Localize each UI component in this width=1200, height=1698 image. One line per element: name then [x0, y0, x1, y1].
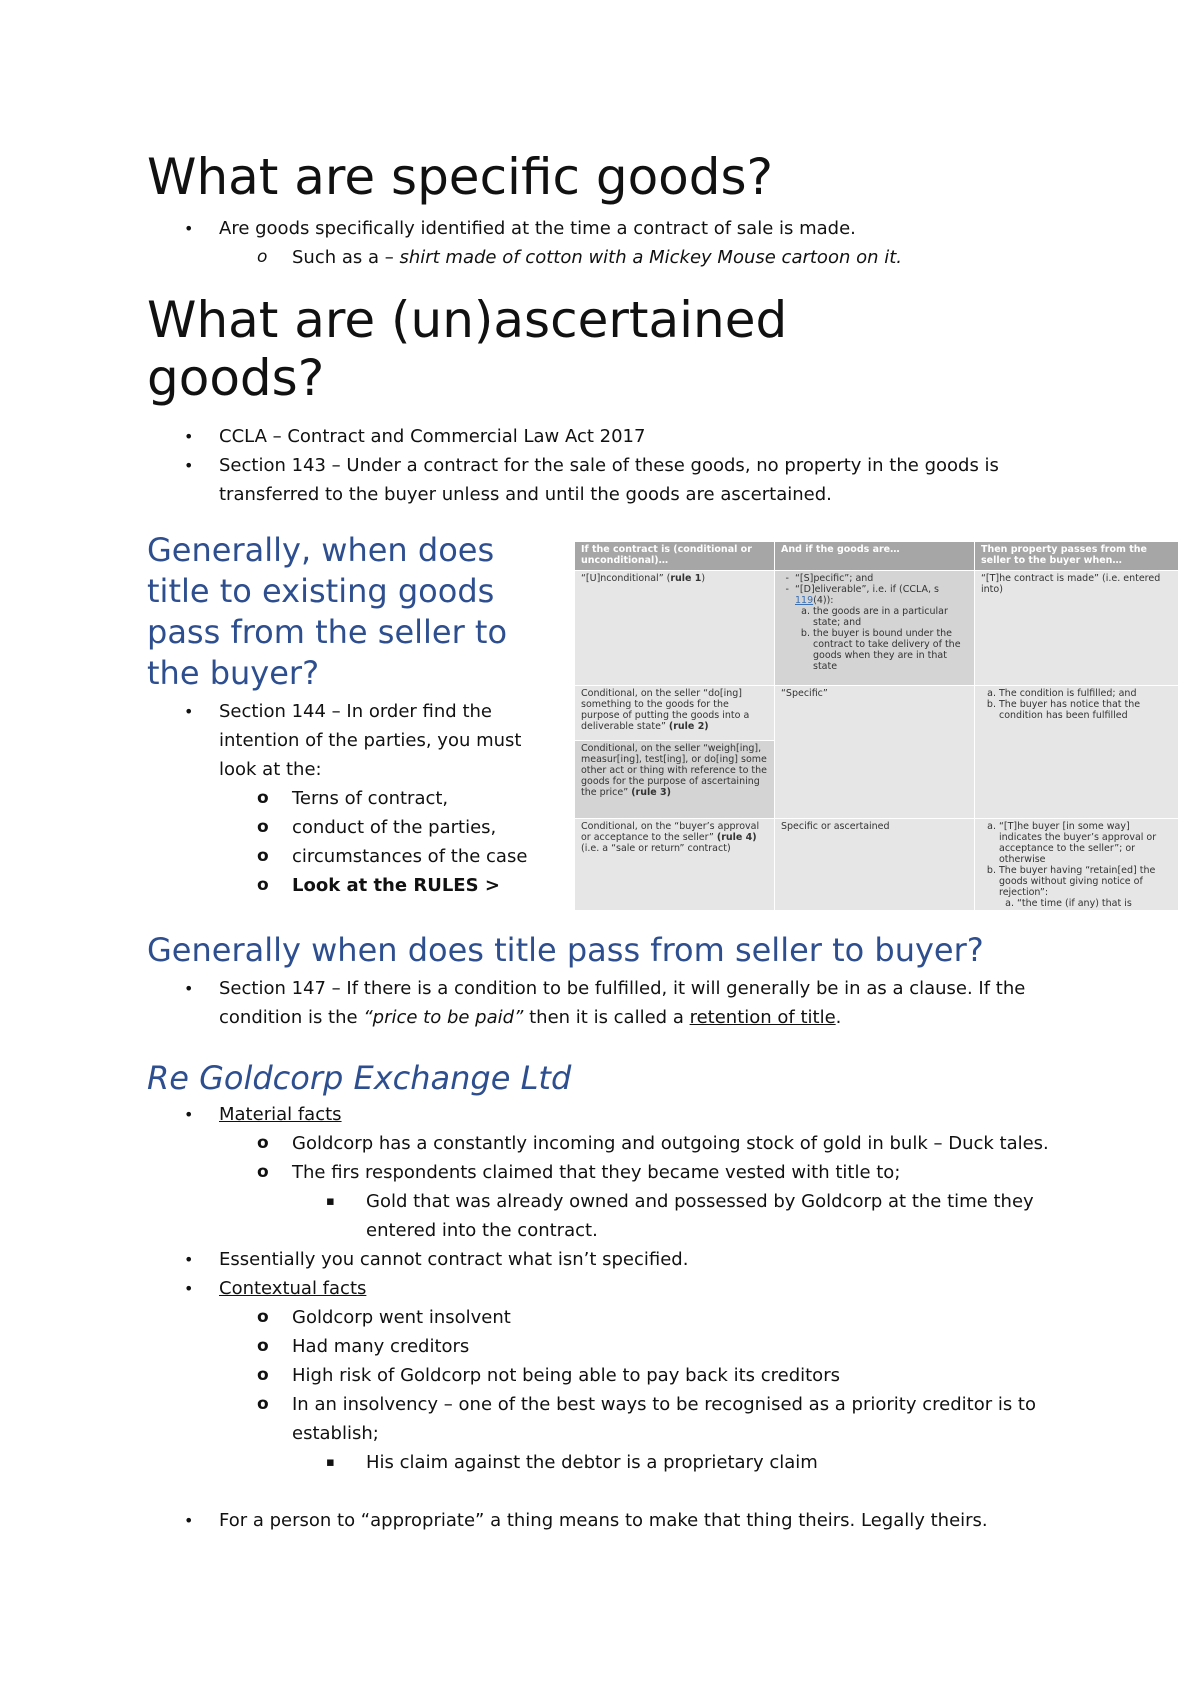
circle-bullet-icon: o: [257, 875, 269, 895]
heading-existing-goods-line2: title to existing goods: [147, 572, 495, 610]
circle-bullet-icon: o: [257, 247, 268, 267]
table-header-property: Then property passes from the seller to the buyer when…: [975, 542, 1179, 571]
section-specific-goods: [147, 148, 773, 206]
list-item: • For a person to “appropriate” a thing means to make that thing theirs. Legally theirs.: [147, 1506, 1067, 1535]
list-item: o In an insolvency – one of the best ways to be recognised as a priority creditor is to establish;: [147, 1390, 1067, 1448]
list-item: • Section 143 – Under a contract for the sale of these goods, no property in the goods is transferred to the buyer unless and until the goods are ascertained.: [147, 451, 1067, 509]
list-item: o Goldcorp has a constantly incoming and outgoing stock of gold in bulk – Duck tales.: [147, 1129, 1067, 1158]
table-cell: Conditional, on the seller “weigh[ing], measur[ing], test[ing], or do[ing] some other act or thing with reference to the goods for the purpose of ascertaining the price” (rule 3): [575, 741, 775, 819]
list-item: o conduct of the parties,: [147, 813, 567, 842]
section-title-pass: [147, 930, 984, 971]
table-cell: Conditional, on the seller “do[ing] something to the goods for the purpose of putting the goods into a deliverable state” (rule 2): [575, 686, 775, 741]
list-item: o The firs respondents claimed that they became vested with title to;: [147, 1158, 1067, 1187]
heading-ascertained-line2: goods?: [147, 349, 325, 407]
section-ascertained-goods: [147, 291, 787, 407]
section-119-link: 119: [795, 595, 814, 606]
section-title-existing-goods: [147, 530, 567, 694]
specific-goods-list: [147, 214, 1067, 272]
circle-bullet-icon: o: [257, 846, 269, 866]
table-cell: a. The condition is fulfilled; and b. The buyer has notice that the condition has been fulfilled: [975, 686, 1179, 819]
list-item: o Goldcorp went insolvent: [147, 1303, 1067, 1332]
table-row: [575, 571, 1179, 686]
table-row: [575, 686, 1179, 741]
table-cell: - “[S]pecific”; and - “[D]eliverable”, i.e. if (CCLA, s 119(4)): a. the goods are in a particular state; and b. the buyer is bound under the contract to take delivery of the goods when they are in that state: [775, 571, 975, 686]
circle-bullet-icon: o: [257, 1307, 269, 1327]
table-row: [575, 819, 1179, 911]
table-header-goods: And if the goods are…: [775, 542, 975, 571]
circle-bullet-icon: o: [257, 817, 269, 837]
heading-ascertained-line1: What are (un)ascertained: [147, 291, 788, 349]
circle-bullet-icon: o: [257, 1162, 269, 1182]
bullet-icon: •: [184, 1511, 194, 1530]
rules-link: Look at the RULES >: [292, 875, 500, 896]
goldcorp-list: [147, 1100, 1067, 1535]
heading-existing-goods-line3: pass from the seller to: [147, 613, 508, 651]
title-pass-list: [147, 974, 1067, 1032]
bullet-icon: •: [184, 1279, 194, 1298]
bullet-icon: •: [184, 1250, 194, 1269]
table-cell: a. “[T]he buyer [in some way] indicates the buyer’s approval or acceptance to the seller”; or otherwise b. The buyer having “retain[ed] the goods without giving notice of rejection”: a. “the time (if any) that is: [975, 819, 1179, 911]
section-goldcorp: [147, 1058, 571, 1099]
bullet-icon: •: [184, 219, 194, 238]
list-item: • Section 144 – In order find the intention of the parties, you must look at the:: [147, 697, 567, 784]
rules-table: [574, 541, 1179, 911]
table-cell: “Specific”: [775, 686, 975, 819]
square-bullet-icon: ▪: [326, 1194, 335, 1209]
list-item: [147, 871, 567, 900]
square-bullet-icon: ▪: [326, 1455, 335, 1470]
list-item: • Material facts: [147, 1100, 1067, 1129]
table-cell: “[U]nconditional” (rule 1): [575, 571, 775, 686]
list-item: • Contextual facts: [147, 1274, 1067, 1303]
list-item: ▪ Gold that was already owned and possessed by Goldcorp at the time they entered into the contract.: [147, 1187, 1067, 1245]
list-item: o Such as a – shirt made of cotton with a Mickey Mouse cartoon on it.: [147, 243, 1067, 272]
circle-bullet-icon: o: [257, 1394, 269, 1414]
bullet-icon: •: [184, 1105, 194, 1124]
heading-existing-goods-line4: the buyer?: [147, 654, 320, 692]
list-item: o High risk of Goldcorp not being able to pay back its creditors: [147, 1361, 1067, 1390]
list-item: • Are goods specifically identified at the time a contract of sale is made.: [147, 214, 1067, 243]
list-item: • CCLA – Contract and Commercial Law Act 2017: [147, 422, 1067, 451]
list-item: o Terns of contract,: [147, 784, 567, 813]
circle-bullet-icon: o: [257, 1365, 269, 1385]
retention-of-title-term: retention of title: [689, 1007, 836, 1028]
ascertained-goods-list: [147, 422, 1067, 509]
heading-goldcorp: Re Goldcorp Exchange Ltd: [147, 1059, 572, 1097]
bullet-icon: •: [184, 702, 194, 721]
list-item: • Section 147 – If there is a condition to be fulfilled, it will generally be in as a clause. If the condition is the “price to be paid” then it is called a retention of title.: [147, 974, 1067, 1032]
table-header-contract: If the contract is (conditional or unconditional)…: [575, 542, 775, 571]
bullet-icon: •: [184, 427, 194, 446]
existing-goods-list: [147, 697, 567, 900]
circle-bullet-icon: o: [257, 1133, 269, 1153]
table-cell: Specific or ascertained: [775, 819, 975, 911]
heading-title-pass: Generally when does title pass from seller to buyer?: [147, 931, 984, 969]
table-cell: Conditional, on the “buyer’s approval or acceptance to the seller” (rule 4) (i.e. a “sale or return” contract): [575, 819, 775, 911]
list-item: o circumstances of the case: [147, 842, 567, 871]
list-item: ▪ His claim against the debtor is a proprietary claim: [147, 1448, 1067, 1477]
bullet-icon: •: [184, 456, 194, 475]
list-item: • Essentially you cannot contract what isn’t specified.: [147, 1245, 1067, 1274]
circle-bullet-icon: o: [257, 788, 269, 808]
heading-specific-goods: What are specific goods?: [147, 148, 774, 206]
table-cell: “[T]he contract is made” (i.e. entered into): [975, 571, 1179, 686]
circle-bullet-icon: o: [257, 1336, 269, 1356]
list-item: o Had many creditors: [147, 1332, 1067, 1361]
heading-existing-goods-line1: Generally, when does: [147, 531, 495, 569]
bullet-icon: •: [184, 979, 194, 998]
